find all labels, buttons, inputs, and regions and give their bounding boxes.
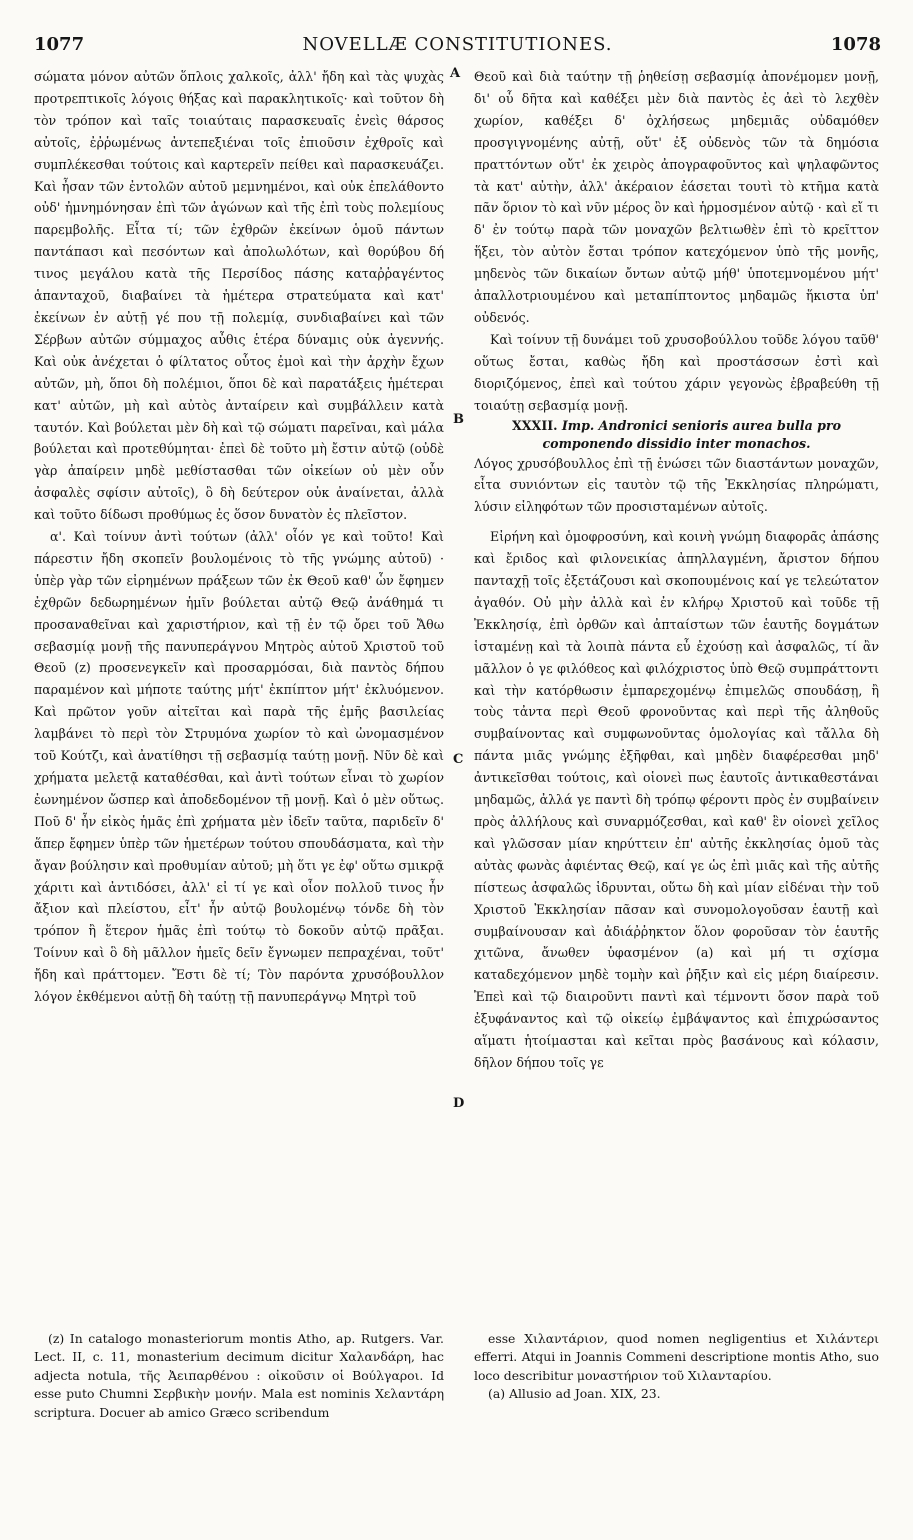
margin-letter-c: C xyxy=(453,752,464,767)
left-page-number: 1077 xyxy=(34,34,85,55)
left-paragraph-1: σώματα μόνον αὐτῶν ὅπλοις χαλκοῖς, ἀλλ' ἤδη καὶ τὰς ψυχὰς προτρεπτικοῖς λόγοις θήξας καὶ παρακλητικοῖς· καὶ τοῦτον δὴ τὸν τρόπον καὶ ταῖς τοιαύταις παρασκευαῖς ἐνεὶς θάρσος αὐτοῖς, ἐῤῥωμένως ἀντεπεξιέναι τοῖς ἐπιοῦσιν ἐχθροῖς καὶ συμπλέκεσθαι τούτοις καὶ καρτερεῖν πείθει καὶ παρασκευάζει. Καὶ ἦσαν τῶν ἐντολῶν αὐτοῦ μεμνημένοι, καὶ οὐκ ἐπελάθοντο οὐδ' ἠμνημόνησαν ἐπὶ τῶν ἀγώνων καὶ τῆς ἐπὶ τοὺς πολεμίους παρεμβολῆς. Εἶτα τί; τῶν ἐχθρῶν ἐκείνων ὁμοῦ πάντων παντάπασι καὶ πεσόντων καὶ ἀπολωλότων, καὶ θορύβου δή τινος μεγάλου κατὰ τῆς Περσίδος πάσης καταῤῥαγέντος ἁπανταχοῦ, διαβαίνει τὰ ἡμέτερα στρατεύματα καὶ κατ' ἐκείνων ἐν αὐτῇ γέ που τῇ πολεμίᾳ, συνδιαβαίνει καὶ τῶν Σέρβων αὐτῶν σύμμαχος αὖθις ἑτέρα δύναμις οὐκ ἀγεννής. Καὶ οὐκ ἀνέχεται ὁ φίλτατος οὗτος ἐμοὶ καὶ τὴν ἀρχὴν ἔχων αὐτῶν, μὴ, ὅποι δὴ πολέμιοι, ὅποι δὲ καὶ παρατάξεις ἡμέτεραι κατ' αὐτῶν, μὴ καὶ αὐτὸς ἀνταίρειν καὶ συμβάλλειν κατὰ ταυτόν. Καὶ βούλεται μὲν δὴ καὶ τῷ σώματι παρεῖναι, καὶ μάλα βούλεται καὶ προτεθύμηται· ἐπεὶ δὲ τοῦτο μὴ ἔστιν αὐτῷ (οὐδὲ γὰρ ἀπαίρειν μηδὲ μεθίστασθαι τῶν οἰκείων οὐ μὲν οὖν ἀσφαλὲς σφίσιν αὐτοῖς), ὃ δὴ δεύτερον οὐκ ἀναίνεται, ἀλλὰ καὶ τοῦτο δίδωσι προθύμως ἐς ὅσον δυνατὸν ἐς πλεῖστον. xyxy=(34,69,444,523)
footnote-z: (z) In catalogo monasteriorum montis Atho, ap. Rutgers. Var. Lect. II, c. 11, monasterium decimum dicitur Χαλανδάρη, hac adjecta notula, τῆς Ἀειπαρθένου : οἰκοῦσιν οἱ Βούλγαροι. Id esse puto Chumni Σερβικὴν μονήν. Mala est nominis Χελαντάρη scriptura. Docuer ab amico Græco scribendum xyxy=(34,1331,444,1420)
margin-letter-a: A xyxy=(450,66,461,81)
footnotes-left xyxy=(34,1330,444,1422)
section-summary: Λόγος χρυσόβουλλος ἐπὶ τῇ ἑνώσει τῶν διαστάντων μοναχῶν, εἶτα συνιόντων εἰς ταυτὸν τῷ τῆς Ἐκκλησίας πληρώματι, λύσιν εἰληφότων τῶν προσισταμένων αὐτοῖς. xyxy=(474,455,879,515)
left-column xyxy=(34,66,444,1008)
margin-letter-b: B xyxy=(453,412,464,427)
right-page-number: 1078 xyxy=(830,34,881,55)
footnotes-right xyxy=(474,1330,879,1404)
left-paragraph-2: α'. Καὶ τοίνυν ἀντὶ τούτων (ἀλλ' οἷόν γε καὶ τοῦτο! Καὶ πάρεστιν ἤδη σκοπεῖν βουλομένοις τὸ τῆς γνώμης αὐτοῦ) · ὑπὲρ γὰρ τῶν εἰρημένων πράξεων τῶν ἐκ Θεοῦ καθ' ὧν ἔφημεν ἐχθρῶν δεδωρημένων ἡμῖν βούλεται αὐτῷ Θεῷ ἀνάθημά τι προσαναθεῖναι καὶ χαριστήριον, καὶ τῇ ἐν τῷ ὄρει τοῦ Ἄθω σεβασμίᾳ μονῇ τῆς πανυπεράγνου Μητρὸς αὐτοῦ Χριστοῦ τοῦ Θεοῦ (z) προσενεγκεῖν καὶ προσαρμόσαι, διὰ παντὸς δήπου παραμένον καὶ μήποτε ταύτης μήτ' ἐκπίπτον μήτ' ἐκλυόμενον. Καὶ πρῶτον γοῦν αἰτεῖται καὶ παρὰ τῆς ἐμῆς βασιλείας λαμβάνει τὸ περὶ τὸν Στρυμόνα χωρίον τὸ καὶ ὠνομασμένον τοῦ Κούτζι, καὶ ἀνατίθησι τῇ σεβασμίᾳ ταύτῃ μονῇ. Νῦν δὲ καὶ χρήματα μελετᾷ καταθέσθαι, καὶ ἀντὶ τούτων εἶναι τὸ χωρίον ἐωνημένον ὥσπερ καὶ ἀποδεδομένον τῇ μονῇ. Καὶ ὁ μὲν οὕτως. Ποῦ δ' ἦν εἰκὸς ἡμᾶς ἐπὶ χρήματα μὲν ἰδεῖν ταῦτα, παριδεῖν δ' ἅπερ ἔφημεν ὑπὲρ τῶν ἡμετέρων τούτου σπουδάσματα, καὶ τὴν ἄγαν βούλησιν καὶ προθυμίαν αὐτοῦ; μὴ ὅτι γε ἐφ' οὕτω σμικρᾷ χάριτι καὶ ἀντιδόσει, ἀλλ' εἰ τί γε καὶ οἷον πολλοῦ τινος ἦν ἄξιον καὶ πλείστου, εἶτ' ἦν αὐτῷ βουλομένῳ τόνδε δὴ τὸν τρόπον ἢ ἕτερον ἡμᾶς ἐπὶ τούτῳ τὸ δοκοῦν αὐτῷ πρᾶξαι. Τοίνυν καὶ ὃ δὴ μᾶλλον ἡμεῖς δεῖν ἔγνωμεν πεπραχέναι, τοῦτ' ἤδη καὶ πράττομεν. Ἔστι δὲ τί; Τὸν παρόντα χρυσόβουλλον λόγον ἐκθέμενοι αὐτῇ δὴ ταύτῃ τῇ πανυπεράγνῳ Μητρὶ τοῦ xyxy=(34,529,444,1005)
right-paragraph-1: Θεοῦ καὶ διὰ ταύτην τῇ ῥηθείσῃ σεβασμίᾳ ἀπονέμομεν μονῇ, δι' οὗ δῆτα καὶ καθέξει μὲν διὰ παντὸς ἐς ἀεὶ τὸ λεχθὲν χωρίον, καθέξει δ' ὀχλήσεως μηδεμιᾶς οὐδαμόθεν προσγιγνομένης αὐτῇ, οὔτ' ἐξ οὐδενὸς τῶν τὰ δημόσια πραττόντων οὔτ' ἐκ χειρὸς ἀπογραφοῦντος καὶ ψηλαφῶντος τὰ κατ' αὐτὴν, ἀλλ' ἀκέραιον ἐάσεται τουτὶ τὸ κτῆμα κατὰ πᾶν ὅριον τὸ καὶ νῦν μέρος ὂν καὶ ἡρμοσμένον αὐτῷ · καὶ εἴ τι δ' ἐν τούτῳ παρὰ τῶν μοναχῶν βελτιωθὲν ἐπὶ τὸ κρεῖττον ἥξει, τὸν αὐτὸν ἔσται τρόπον κατεχόμενον ὑπὸ τῆς μονῆς, μηδενὸς τῶν δικαίων ὄντων αὐτῷ μήθ' ὑποτεμνομένου μήτ' ἀπαλλοτριουμένου καὶ μεταπίπτοντος μηδαμῶς ἥκιστα ὑπ' οὐδενός. xyxy=(474,69,879,325)
running-title: NOVELLÆ CONSTITUTIONES. xyxy=(302,34,613,55)
footnote-a: (a) Allusio ad Joan. XIX, 23. xyxy=(488,1386,661,1402)
section-number: XXXII. xyxy=(512,417,558,433)
right-paragraph-3: Εἰρήνη καὶ ὁμοφροσύνη, καὶ κοινὴ γνώμη διαφορᾶς ἁπάσης καὶ ἔριδος καὶ φιλονεικίας ἀπηλλαγμένη, ἄριστον δήπου πανταχῇ τοῖς ἐξετάζουσι καὶ σκοπουμένοις καί γε τελεώτατον ἀγαθόν. Οὐ μὴν ἀλλὰ καὶ ἐν κλήρῳ Χριστοῦ καὶ τοῦδε τῇ Ἐκκλησίᾳ, ἐπὶ ὀρθῶν καὶ ἀπταίστων τῶν ἑαυτῆς δογμάτων ἱσταμένῃ καὶ τὰ λοιπὰ πάντα εὖ ἐχούσῃ καὶ ἀσφαλῶς, τί ἂν μᾶλλον ὁ γε φιλόθεος καὶ φιλόχριστος ὑπὸ Θεῷ συμπράττοντι καὶ τὴν κατόρθωσιν ἐμπαρεχομένῳ ἐπιμελῶς σπουδάσῃ, ἢ τοὺς τἀντα περὶ Θεοῦ φρονοῦντας καὶ περὶ τῆς ἀληθοῦς συμβαίνοντας καὶ συμφωνοῦντας ὁμολογίας καὶ τἄλλα δὴ πάντα μιᾶς γνώμης ἐξῆφθαι, καὶ μηδὲν διαφέρεσθαι μηδ' ἀντικεῖσθαι τούτοις, καὶ οἱονεὶ πως ἑαυτοῖς ἀντικαθεστάναι μηδαμῶς, ἀλλά γε παντὶ δὴ τρόπῳ φέροντι πρὸς ἐν συμβαίνειν πρὸς ἀλλήλους καὶ συναρμόζεσθαι, καὶ καθ' ἓν οἱονεὶ χεῖλος καὶ γλῶσσαν μίαν κηρύττειν ἐπ' αὐτῆς ἐκκλησίας ὁμοῦ τὰς αὐτὰς φωνὰς ἀφιέντας Θεῷ, καί γε ὡς ἐπὶ μιᾶς καὶ τῆς αὐτῆς πίστεως ἀσφαλῶς ἱδρυνται, οὕτω δὴ καὶ μίαν εἰδέναι τὴν τοῦ Χριστοῦ Ἐκκλησίαν πᾶσαν καὶ συνομολογοῦσαν ἑαυτῇ καὶ συμβαίνουσαν καὶ ἀδιάῤῥηκτον ὅλον φοροῦσαν τὸν ἑαυτῆς χιτῶνα, ἄνωθεν ὑφασμένον (a) καὶ μή τι σχίσμα καταδεχόμενον μηδὲ τομὴν καὶ ῥῆξιν καὶ εἰς μέρη διαίρεσιν. Ἐπεὶ καὶ τῷ διαιροῦντι παντὶ καὶ τέμνοντι ὅσον παρὰ τοῦ ἐξυφάναντος καὶ τῷ οἰκείῳ ἐμβάψαντος καὶ ἐπιχρώσαντος αἵματι ἡτοίμασται καὶ κεῖται πρὸς βασάνους καὶ κόλασιν, δῆλον δήπου τοῖς γε xyxy=(474,529,879,1070)
right-paragraph-2: Καὶ τοίνυν τῇ δυνάμει τοῦ χρυσοβούλλου τοῦδε λόγου ταῦθ' οὕτως ἔσται, καθὼς ἤδη καὶ προστάσσων ἐστὶ καὶ διοριζόμενος, ἐπεὶ καὶ τούτου χάριν γεγονὼς ἐβραβεύθη τῇ τοιαύτῃ σεβασμίᾳ μονῇ. xyxy=(474,331,879,413)
margin-letter-d: D xyxy=(453,1096,465,1111)
section-heading xyxy=(474,417,879,453)
right-column xyxy=(474,66,879,1074)
page-header xyxy=(34,34,881,60)
footnote-z-continued: esse Χιλαντάριον, quod nomen negligentius et Χιλάντερι efferri. Atqui in Joannis Commeni descriptione montis Atho, suo loco describitur μοναστήριον τοῦ Χιλανταρίου. xyxy=(474,1331,879,1383)
section-title: Imp. Andronici senioris aurea bulla pro componendo dissidio inter monachos. xyxy=(542,417,841,451)
